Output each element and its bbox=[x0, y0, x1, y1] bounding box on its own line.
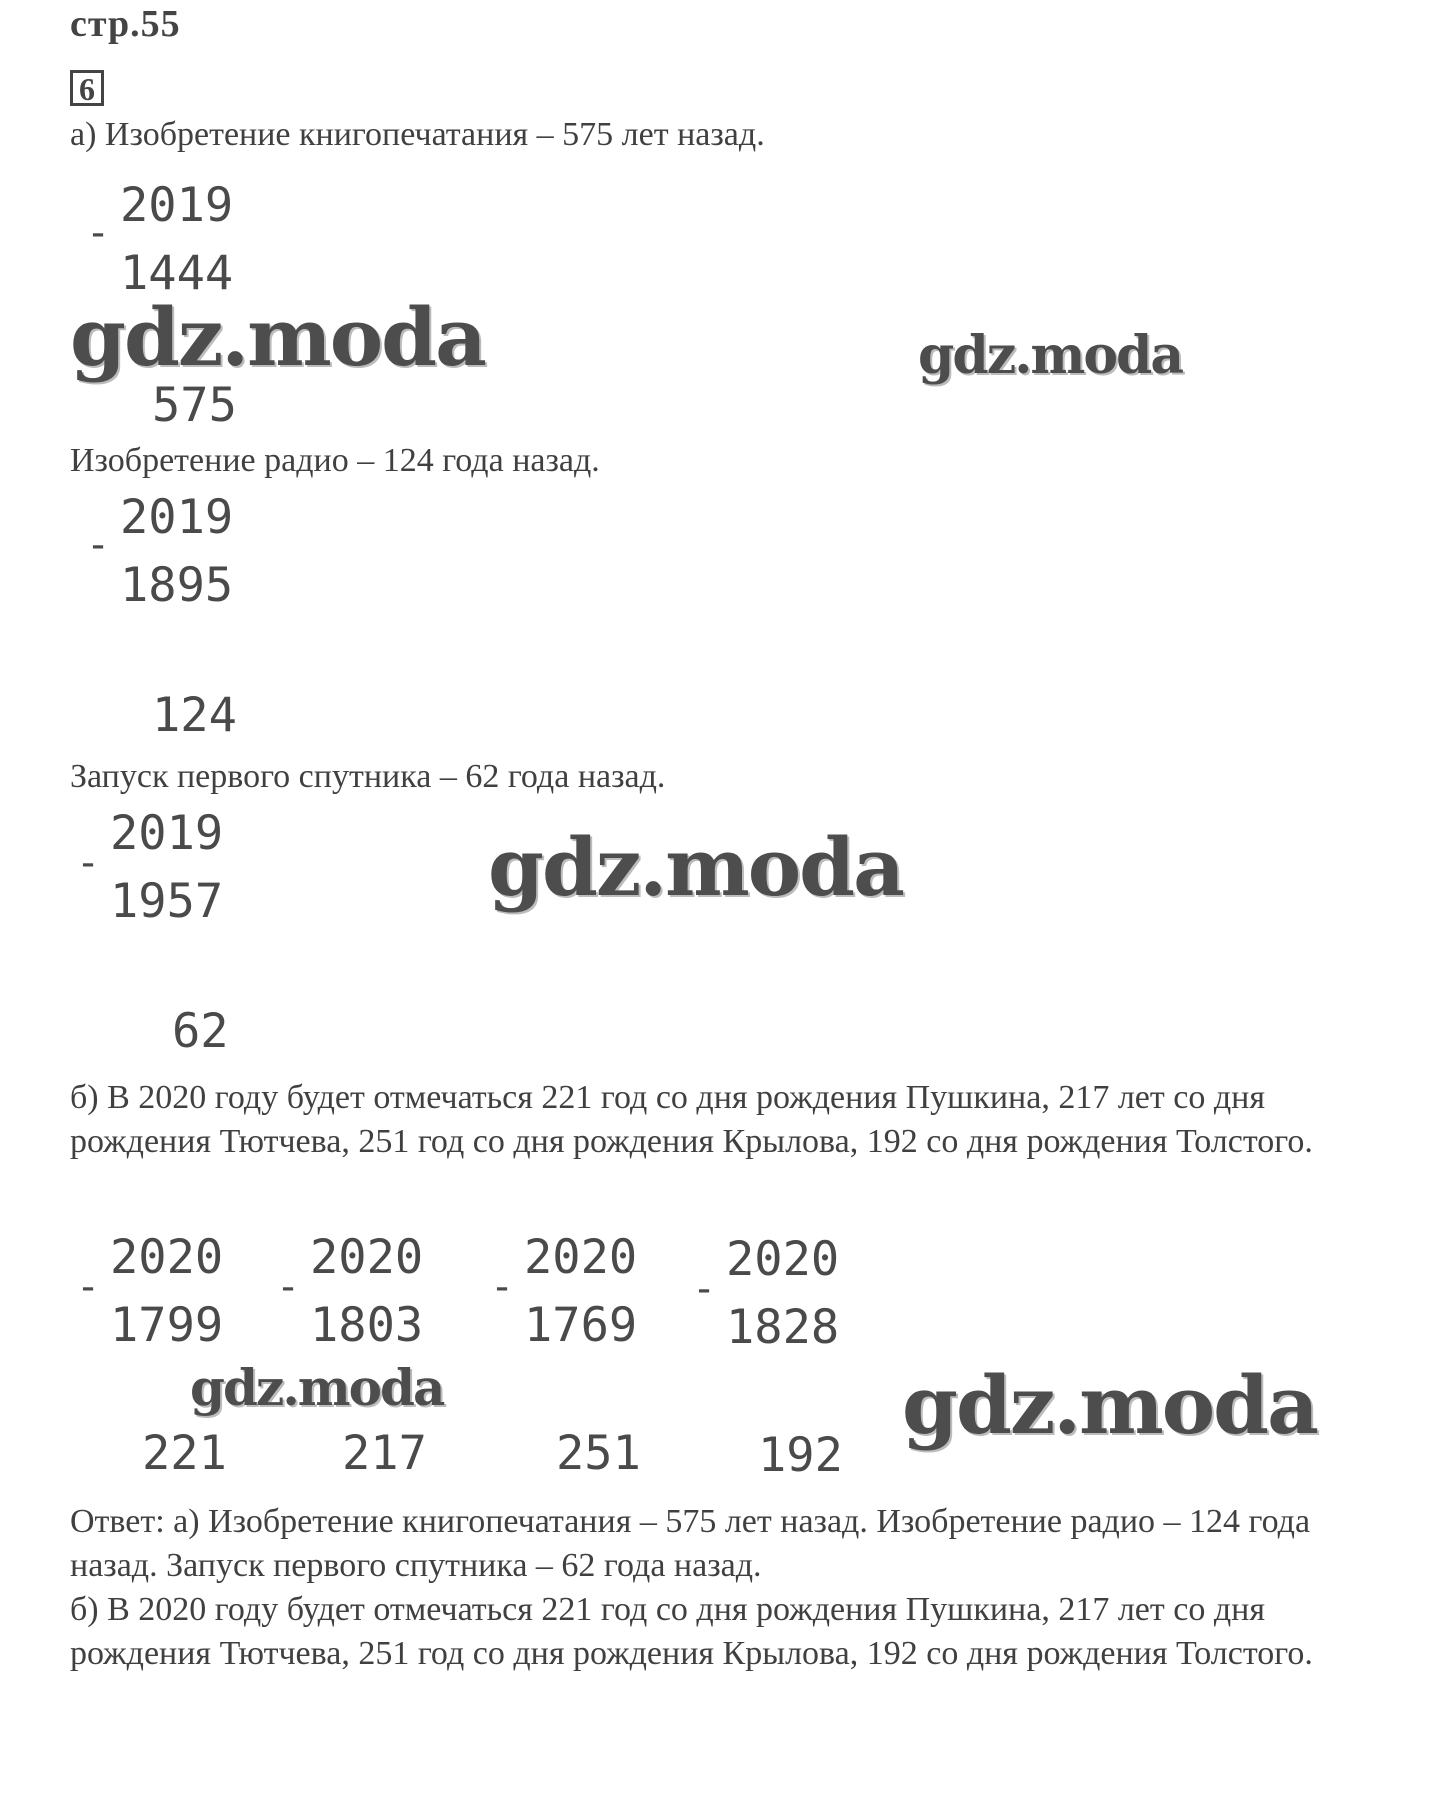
watermark: gdz.moda bbox=[918, 325, 1183, 386]
part-a-line-printing: а) Изобретение книгопечатания – 575 лет назад. bbox=[70, 116, 765, 153]
subtrahend: 1895 bbox=[120, 558, 234, 613]
minus-sign: - bbox=[490, 1264, 515, 1310]
difference: 221 bbox=[142, 1426, 227, 1481]
watermark: gdz.moda bbox=[190, 1358, 444, 1417]
subtrahend: 1957 bbox=[110, 874, 224, 929]
difference: 575 bbox=[152, 378, 237, 433]
part-a-line-satellite: Запуск первого спутника – 62 года назад. bbox=[70, 758, 666, 795]
minuend: 2020 bbox=[310, 1230, 424, 1285]
minuend: 2020 bbox=[524, 1230, 638, 1285]
difference: 217 bbox=[342, 1426, 427, 1481]
difference: 192 bbox=[758, 1428, 843, 1483]
difference: 62 bbox=[172, 1004, 229, 1059]
minuend: 2020 bbox=[726, 1232, 840, 1287]
part-a-line-radio: Изобретение радио – 124 года назад. bbox=[70, 442, 600, 479]
difference: 124 bbox=[152, 688, 237, 743]
subtrahend: 1828 bbox=[726, 1300, 840, 1355]
task-number-box: 6 bbox=[70, 70, 104, 106]
page-number: стр.55 bbox=[70, 3, 181, 45]
watermark: gdz.moda bbox=[902, 1358, 1317, 1452]
subtrahend: 1444 bbox=[120, 246, 234, 301]
answer-part-b: б) В 2020 году будет отмечаться 221 год со дня рождения Пушкина, 217 лет со дня рождения Тютчева, 251 год со дня рождения Крылова, 192 со дня рождения Толстого. bbox=[70, 1591, 1313, 1672]
minus-sign: - bbox=[76, 1264, 101, 1310]
subtrahend: 1769 bbox=[524, 1298, 638, 1353]
minuend: 2019 bbox=[110, 806, 224, 861]
answer-part-a: Ответ: а) Изобретение книгопечатания – 575 лет назад. Изобретение радио – 124 года назад. Запуск первого спутника – 62 года назад. bbox=[70, 1503, 1311, 1584]
difference: 251 bbox=[556, 1426, 641, 1481]
minuend: 2020 bbox=[110, 1230, 224, 1285]
watermark: gdz.moda bbox=[70, 290, 485, 384]
minus-sign: - bbox=[276, 1264, 301, 1310]
watermark: gdz.moda bbox=[488, 820, 903, 914]
minus-sign: - bbox=[76, 840, 101, 886]
minus-sign: - bbox=[86, 522, 111, 568]
minus-sign: - bbox=[86, 210, 111, 256]
minuend: 2019 bbox=[120, 178, 234, 233]
subtrahend: 1799 bbox=[110, 1298, 224, 1353]
minus-sign: - bbox=[692, 1266, 717, 1312]
subtrahend: 1803 bbox=[310, 1298, 424, 1353]
minuend: 2019 bbox=[120, 490, 234, 545]
part-b-text: б) В 2020 году будет отмечаться 221 год со дня рождения Пушкина, 217 лет со дня рождения Тютчева, 251 год со дня рождения Крылова, 192 со дня рождения Толстого. bbox=[70, 1079, 1313, 1160]
